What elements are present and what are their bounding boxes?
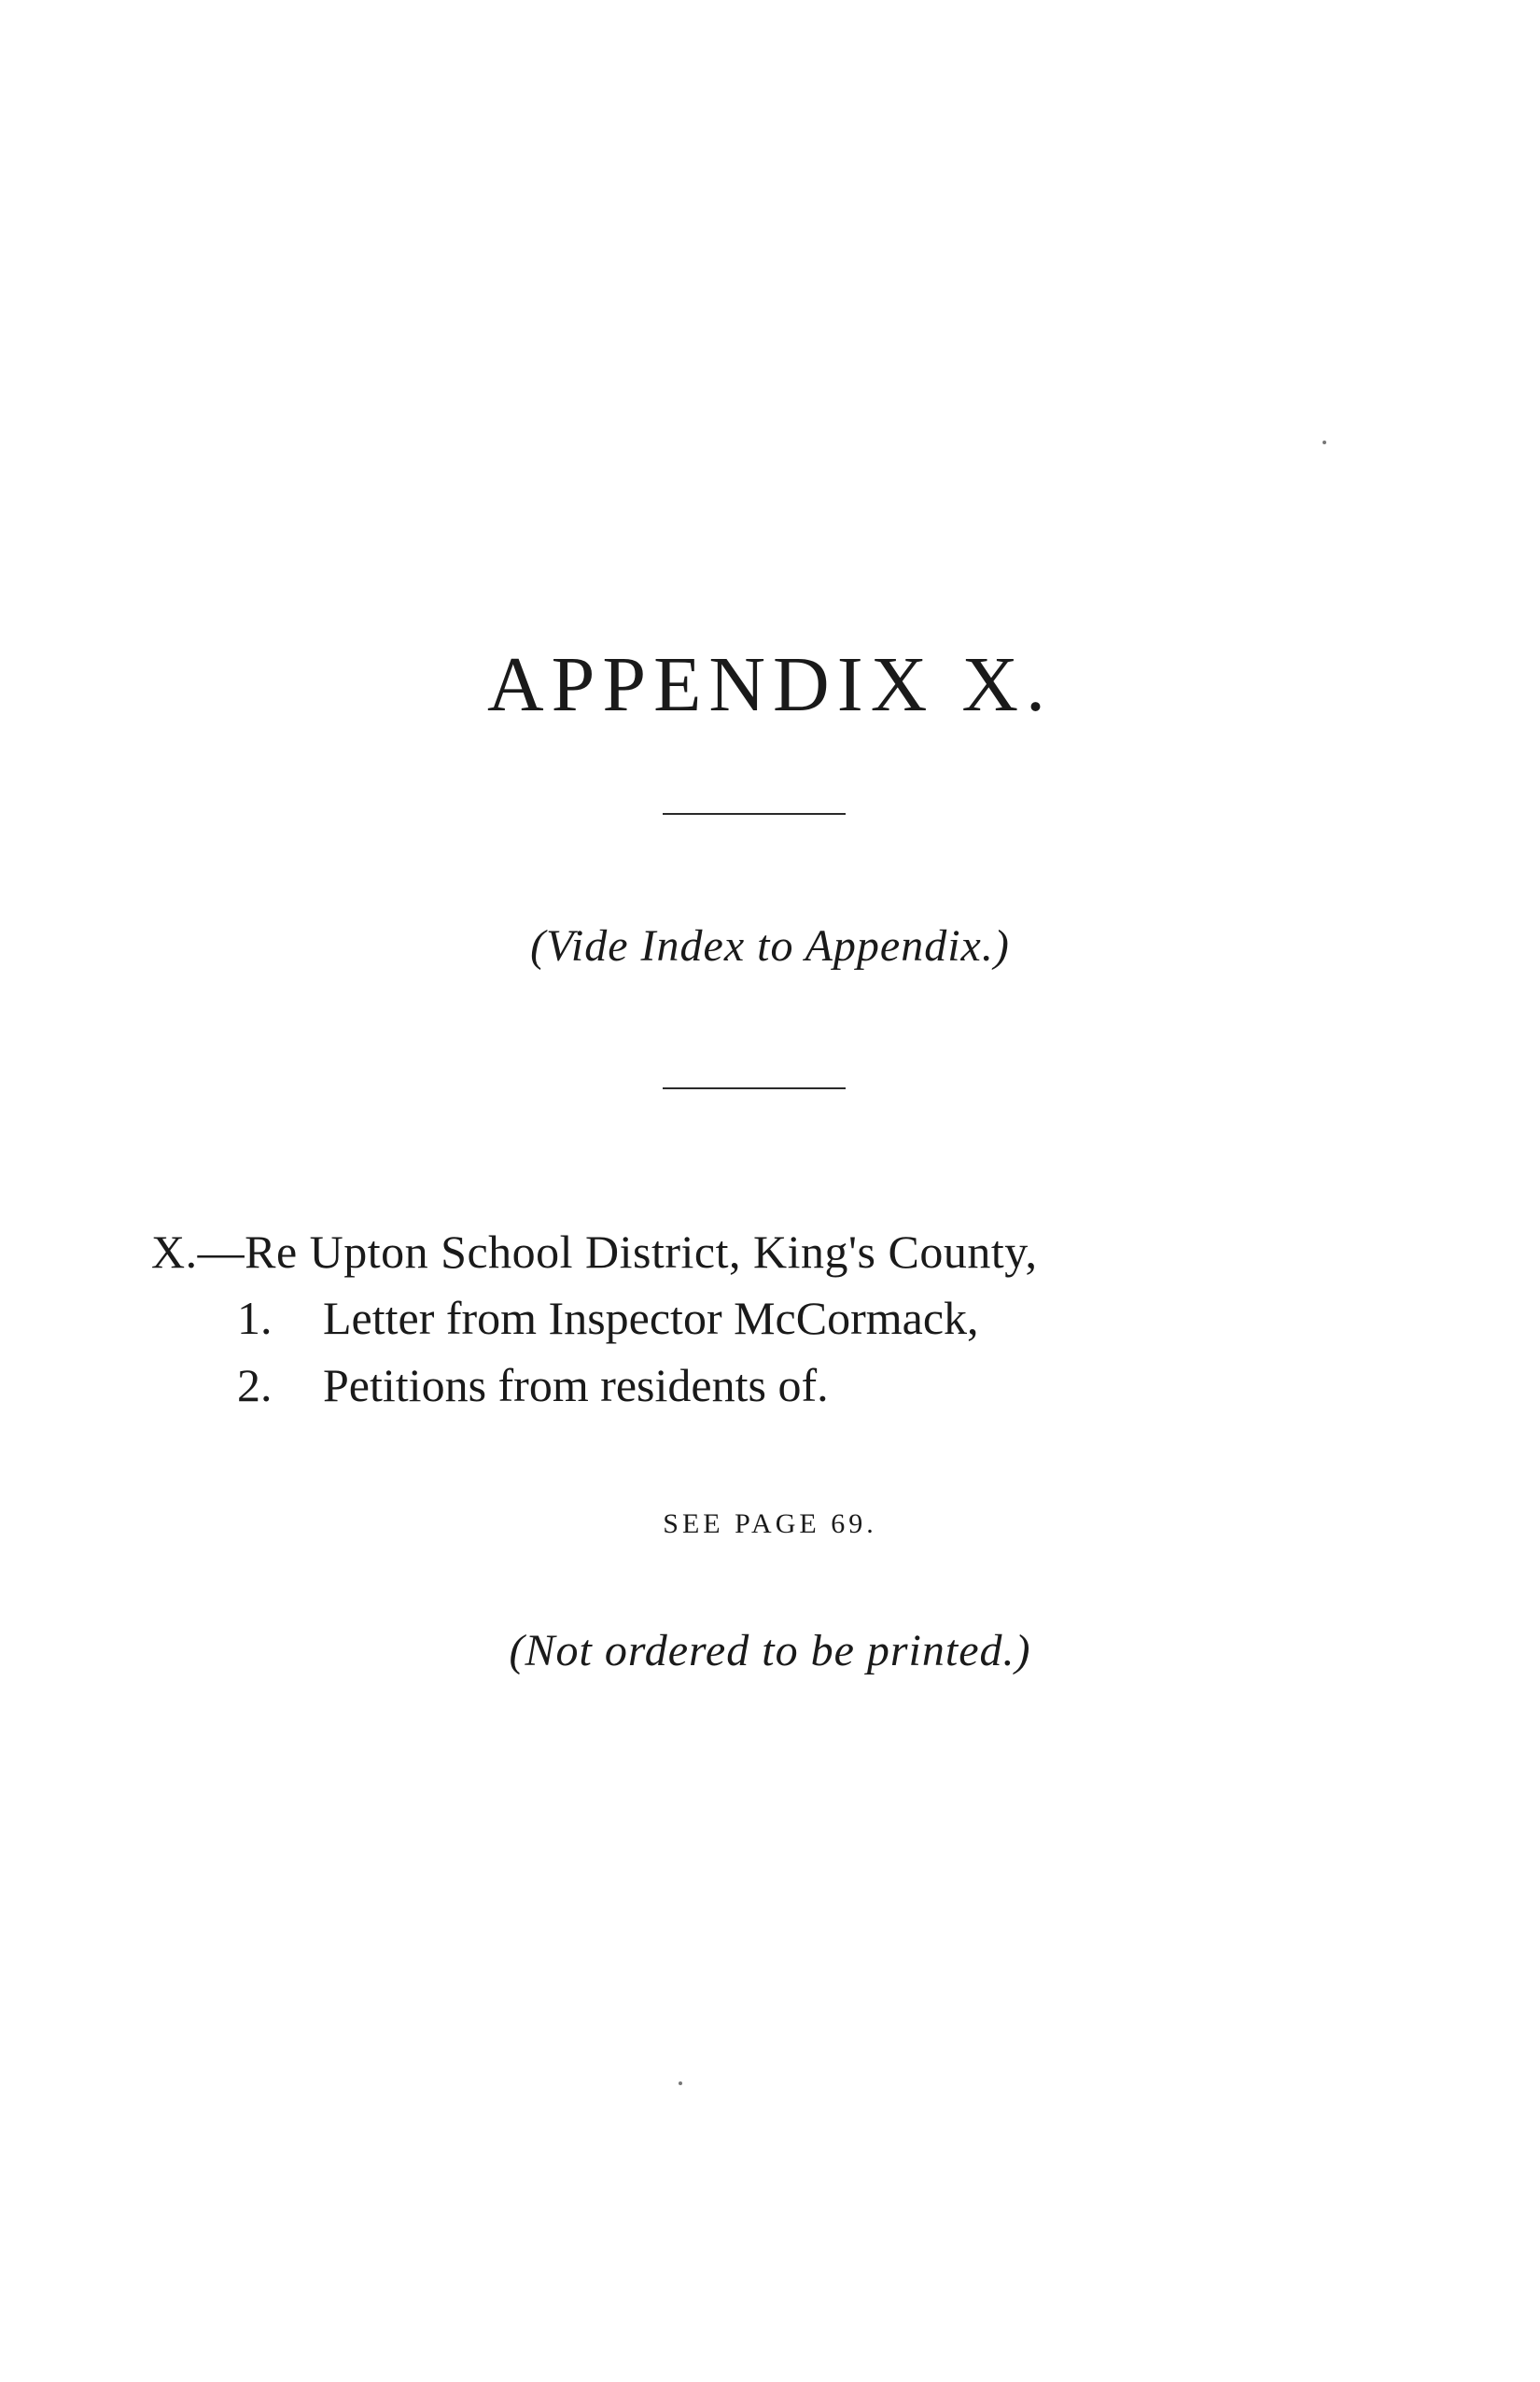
list-item bbox=[237, 1359, 829, 1411]
appendix-title: APPENDIX X. bbox=[486, 641, 1054, 728]
paper-speck bbox=[1323, 441, 1326, 444]
see-page-reference: SEE PAGE 69. bbox=[663, 1508, 877, 1539]
main-entry: X.—Re Upton School District, King's County, bbox=[151, 1226, 1038, 1278]
list-item-number: 2. bbox=[237, 1359, 273, 1411]
divider-rule-top bbox=[663, 813, 846, 815]
list-item-number: 1. bbox=[237, 1292, 273, 1344]
not-ordered-note: (Not ordered to be printed.) bbox=[509, 1626, 1031, 1675]
divider-rule-bottom bbox=[663, 1087, 846, 1089]
list-item-text: Letter from Inspector McCormack, bbox=[323, 1292, 979, 1344]
paper-speck bbox=[679, 2081, 682, 2085]
list-item bbox=[237, 1292, 979, 1344]
list-item-text: Petitions from residents of. bbox=[323, 1359, 829, 1411]
vide-index-note: (Vide Index to Appendix.) bbox=[530, 921, 1010, 971]
